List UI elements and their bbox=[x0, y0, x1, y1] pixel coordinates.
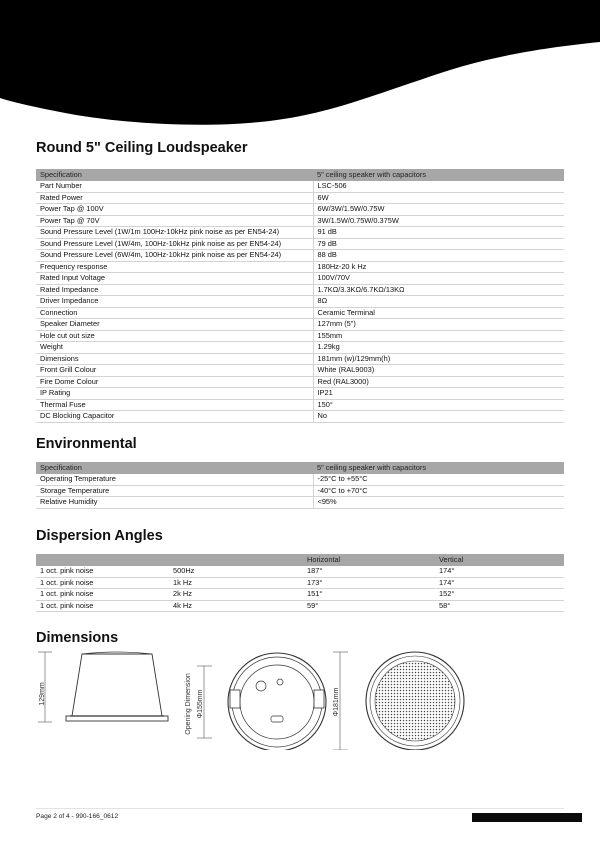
header-cell: Vertical bbox=[435, 554, 564, 566]
table-row bbox=[36, 600, 564, 612]
table-cell: 79 dB bbox=[313, 238, 564, 250]
table-cell: No bbox=[313, 411, 564, 423]
table-cell: Power Tap @ 100V bbox=[36, 204, 313, 216]
table-cell: Hole cut out size bbox=[36, 330, 313, 342]
table-cell: 1k Hz bbox=[169, 577, 303, 589]
section-title-environmental: Environmental bbox=[36, 436, 137, 452]
table-cell: 173° bbox=[303, 577, 435, 589]
table-cell: 59° bbox=[303, 600, 435, 612]
table-cell: 100V/70V bbox=[313, 273, 564, 285]
table-row bbox=[36, 577, 564, 589]
table-cell: DC Blocking Capacitor bbox=[36, 411, 313, 423]
table-cell: 151° bbox=[303, 589, 435, 601]
header-cell: Specification bbox=[36, 169, 313, 181]
table-cell: 500Hz bbox=[169, 566, 303, 577]
table-row bbox=[36, 566, 564, 577]
side-view-drawing bbox=[38, 652, 168, 722]
table-cell: IP Rating bbox=[36, 388, 313, 400]
table-cell: 2k Hz bbox=[169, 589, 303, 601]
table-row bbox=[36, 474, 564, 485]
table-cell: 181mm (w)/129mm(h) bbox=[313, 353, 564, 365]
table-row bbox=[36, 296, 564, 308]
height-dimension-label: 129mm bbox=[39, 682, 46, 706]
header-cell bbox=[169, 554, 303, 566]
header-cell: 5" ceiling speaker with capacitors bbox=[313, 169, 564, 181]
table-row bbox=[36, 238, 564, 250]
table-row bbox=[36, 319, 564, 331]
table-cell: Red (RAL3000) bbox=[313, 376, 564, 388]
table-cell: Rated Power bbox=[36, 192, 313, 204]
table-cell: 187° bbox=[303, 566, 435, 577]
table-cell: Storage Temperature bbox=[36, 485, 313, 497]
header-cell: 5" ceiling speaker with capacitors bbox=[313, 462, 564, 474]
table-cell: 150° bbox=[313, 399, 564, 411]
table-cell: Sound Pressure Level (6W/4m, 100Hz-10kHz pink noise as per EN54-24) bbox=[36, 250, 313, 262]
table-cell: Thermal Fuse bbox=[36, 399, 313, 411]
table-cell: Frequency response bbox=[36, 261, 313, 273]
header-band bbox=[0, 0, 600, 132]
table-cell: 1 oct. pink noise bbox=[36, 577, 169, 589]
table-cell: 174° bbox=[435, 577, 564, 589]
rear-view-drawing bbox=[185, 653, 326, 750]
opening-value-label: Φ155mm bbox=[197, 689, 204, 719]
table-cell: Rated Impedance bbox=[36, 284, 313, 296]
table-cell: Sound Pressure Level (1W/1m 100Hz-10kHz pink noise as per EN54-24) bbox=[36, 227, 313, 239]
header-cell: Specification bbox=[36, 462, 313, 474]
table-cell: -25°C to +55°C bbox=[313, 474, 564, 485]
section-title-dimensions: Dimensions bbox=[36, 630, 119, 646]
table-cell: Dimensions bbox=[36, 353, 313, 365]
table-cell: 6W bbox=[313, 192, 564, 204]
table-cell: 1 oct. pink noise bbox=[36, 589, 169, 601]
table-row bbox=[36, 485, 564, 497]
table-cell: 1 oct. pink noise bbox=[36, 600, 169, 612]
table-header-row bbox=[36, 554, 564, 566]
table-cell: 4k Hz bbox=[169, 600, 303, 612]
diameter-dimension-label: Φ181mm bbox=[333, 687, 340, 717]
table-row bbox=[36, 411, 564, 423]
table-cell: White (RAL9003) bbox=[313, 365, 564, 377]
table-cell: 3W/1.5W/0.75W/0.375W bbox=[313, 215, 564, 227]
table-cell: Rated Input Voltage bbox=[36, 273, 313, 285]
table-cell: Part Number bbox=[36, 181, 313, 192]
specification-table bbox=[36, 169, 564, 423]
table-row bbox=[36, 365, 564, 377]
table-cell: 127mm (5") bbox=[313, 319, 564, 331]
table-row bbox=[36, 589, 564, 601]
front-view-drawing bbox=[333, 652, 464, 750]
table-row bbox=[36, 250, 564, 262]
table-row bbox=[36, 181, 564, 192]
table-cell: 91 dB bbox=[313, 227, 564, 239]
opening-dimension-label: Opening Dimension bbox=[185, 673, 192, 735]
table-row bbox=[36, 330, 564, 342]
header-cell: Horizontal bbox=[303, 554, 435, 566]
table-row bbox=[36, 192, 564, 204]
table-cell: 1 oct. pink noise bbox=[36, 566, 169, 577]
table-header-row bbox=[36, 462, 564, 474]
table-row bbox=[36, 388, 564, 400]
table-cell: Connection bbox=[36, 307, 313, 319]
table-cell: 152° bbox=[435, 589, 564, 601]
table-cell: 6W/3W/1.5W/0.75W bbox=[313, 204, 564, 216]
table-row bbox=[36, 307, 564, 319]
table-cell: 88 dB bbox=[313, 250, 564, 262]
table-cell: 174° bbox=[435, 566, 564, 577]
table-row bbox=[36, 215, 564, 227]
table-row bbox=[36, 399, 564, 411]
table-cell: LSC-506 bbox=[313, 181, 564, 192]
dimension-drawings bbox=[30, 650, 570, 750]
environmental-table bbox=[36, 462, 564, 509]
table-cell: 58° bbox=[435, 600, 564, 612]
table-row bbox=[36, 342, 564, 354]
table-row bbox=[36, 273, 564, 285]
section-title-specification: Round 5" Ceiling Loudspeaker bbox=[36, 140, 248, 156]
table-row bbox=[36, 204, 564, 216]
table-cell: Sound Pressure Level (1W/4m, 100Hz-10kHz pink noise as per EN54-24) bbox=[36, 238, 313, 250]
table-cell: Speaker Diameter bbox=[36, 319, 313, 331]
table-row bbox=[36, 261, 564, 273]
table-row bbox=[36, 353, 564, 365]
table-cell: 1.29kg bbox=[313, 342, 564, 354]
table-cell: 8Ω bbox=[313, 296, 564, 308]
table-row bbox=[36, 497, 564, 509]
table-cell: Fire Dome Colour bbox=[36, 376, 313, 388]
footer-page-text: Page 2 of 4 - 990-166_0612 bbox=[36, 813, 119, 820]
table-row bbox=[36, 284, 564, 296]
dispersion-table bbox=[36, 554, 564, 612]
table-cell: Relative Humidity bbox=[36, 497, 313, 509]
footer-divider bbox=[36, 808, 564, 809]
table-cell: Driver Impedance bbox=[36, 296, 313, 308]
section-title-dispersion: Dispersion Angles bbox=[36, 528, 163, 544]
table-cell: Front Grill Colour bbox=[36, 365, 313, 377]
header-cell bbox=[36, 554, 169, 566]
table-cell: <95% bbox=[313, 497, 564, 509]
table-cell: Operating Temperature bbox=[36, 474, 313, 485]
table-cell: IP21 bbox=[313, 388, 564, 400]
table-cell: 155mm bbox=[313, 330, 564, 342]
table-row bbox=[36, 227, 564, 239]
table-cell: Ceramic Terminal bbox=[313, 307, 564, 319]
table-row bbox=[36, 376, 564, 388]
table-header-row bbox=[36, 169, 564, 181]
table-cell: Power Tap @ 70V bbox=[36, 215, 313, 227]
table-cell: -40°C to +70°C bbox=[313, 485, 564, 497]
footer-black-bar bbox=[472, 813, 582, 822]
table-cell: 1.7KΩ/3.3KΩ/6.7KΩ/13KΩ bbox=[313, 284, 564, 296]
table-cell: 180Hz-20 k Hz bbox=[313, 261, 564, 273]
table-cell: Weight bbox=[36, 342, 313, 354]
